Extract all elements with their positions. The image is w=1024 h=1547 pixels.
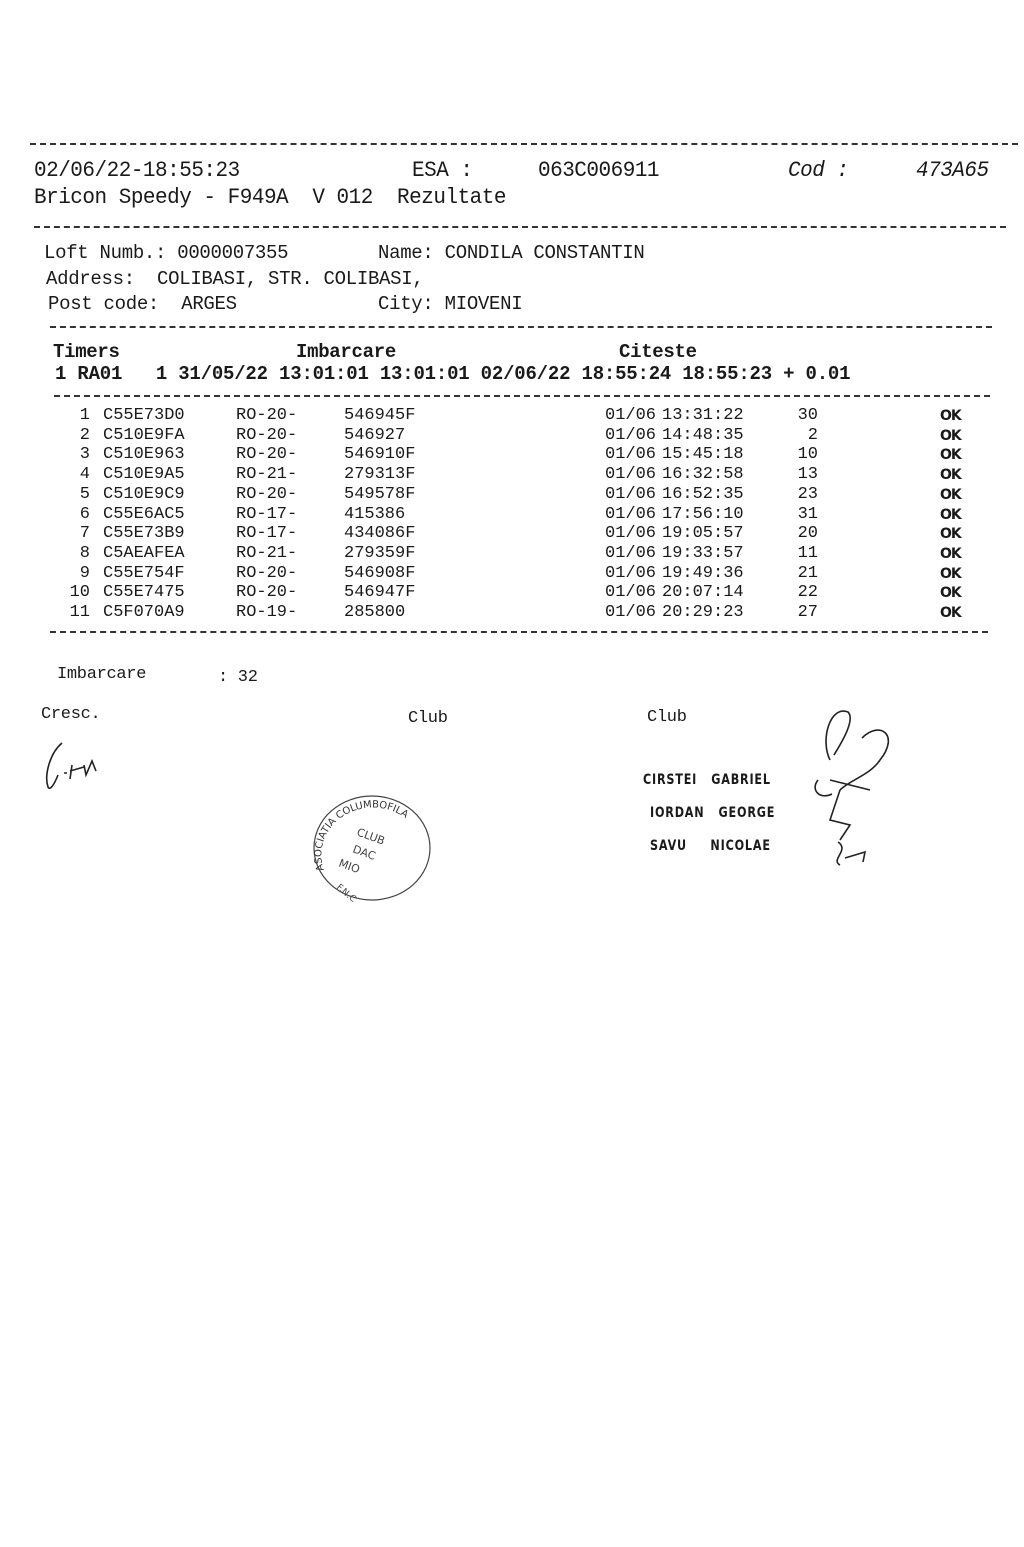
arrival-date: 01/06 — [605, 504, 657, 524]
arrival-time: 13:31:22 — [662, 406, 744, 425]
position: 22 — [797, 583, 818, 603]
arrival-date: 01/06 — [605, 425, 657, 445]
arrival-date: 01/06 — [605, 583, 657, 603]
imbarcare-count: : 32 — [218, 668, 258, 687]
club-label: Club — [408, 709, 448, 728]
arrival-time: 19:49:36 — [662, 563, 744, 583]
ring-number: 546927 — [344, 425, 406, 445]
owner-address: Address: COLIBASI, STR. COLIBASI, — [46, 268, 424, 290]
arrival-time: 19:05:57 — [662, 524, 744, 544]
arrival-date: 01/06 — [605, 406, 657, 425]
ring-prefix: RO-17- — [236, 504, 298, 524]
city: City: MIOVENI — [378, 293, 523, 315]
divider — [34, 226, 1006, 228]
row-number: 11 — [69, 603, 90, 622]
loft-number: Loft Numb.: 0000007355 — [44, 242, 289, 264]
status-ok: OK — [940, 486, 961, 503]
arrival-time: 14:48:35 — [662, 425, 744, 445]
position: 30 — [797, 406, 818, 425]
row-number: 1 — [79, 406, 90, 425]
chip-code: C510E9A5 — [103, 465, 185, 485]
breeder-signature — [40, 735, 130, 795]
ring-number: 546947F — [344, 583, 416, 603]
arrival-time: 20:29:23 — [662, 603, 744, 622]
timers-header: Timers — [53, 341, 120, 363]
position: 23 — [797, 484, 818, 504]
arrival-date: 01/06 — [605, 563, 657, 583]
imbarcare-label: Imbarcare — [57, 665, 147, 684]
row-number: 8 — [79, 543, 90, 563]
committee-member: SAVU NICOLAE — [650, 838, 771, 854]
status-ok: OK — [940, 545, 961, 562]
arrival-date: 01/06 — [605, 484, 657, 504]
row-number: 10 — [69, 583, 90, 603]
owner-name: Name: CONDILA CONSTANTIN — [378, 242, 645, 264]
arrival-time: 15:45:18 — [662, 445, 744, 465]
position: 11 — [797, 543, 818, 563]
arrival-date: 01/06 — [605, 445, 657, 465]
citeste-header: Citeste — [619, 341, 697, 363]
status-ok: OK — [940, 506, 961, 523]
club-label: Club — [647, 708, 687, 727]
arrival-date: 01/06 — [605, 465, 657, 485]
post-code: Post code: ARGES — [48, 293, 237, 315]
ring-number: 279359F — [344, 543, 416, 563]
club-stamp — [300, 790, 440, 910]
status-ok: OK — [940, 427, 961, 444]
ring-prefix: RO-19- — [236, 603, 298, 622]
chip-code: C55E754F — [103, 563, 185, 583]
cod-label: Cod : — [788, 159, 849, 184]
status-ok: OK — [940, 447, 961, 464]
ring-number: 279313F — [344, 465, 416, 485]
chip-code: C55E73D0 — [103, 406, 185, 425]
position: 2 — [807, 425, 818, 445]
row-number: 2 — [79, 425, 90, 445]
svg-text:ASOCIATIA COLUMBOFILA: ASOCIATIA COLUMBOFILA — [313, 799, 411, 873]
chip-code: C5AEAFEA — [103, 543, 185, 563]
position: 31 — [797, 504, 818, 524]
arrival-date: 01/06 — [605, 543, 657, 563]
chip-code: C510E963 — [103, 445, 185, 465]
ring-prefix: RO-20- — [236, 563, 298, 583]
row-number: 6 — [79, 504, 90, 524]
ring-number: 549578F — [344, 484, 416, 504]
report-subtitle: Bricon Speedy - F949A V 012 Rezultate — [34, 186, 506, 211]
svg-text:CLUB: CLUB — [354, 825, 387, 848]
status-ok: OK — [940, 605, 961, 621]
row-number: 7 — [79, 524, 90, 544]
cresc-label: Cresc. — [41, 705, 101, 724]
divider — [54, 395, 990, 397]
ring-number: 415386 — [344, 504, 406, 524]
status-ok: OK — [940, 408, 961, 424]
committee-signature — [800, 700, 910, 870]
chip-code: C55E73B9 — [103, 524, 185, 544]
ring-prefix: RO-20- — [236, 406, 298, 425]
arrival-time: 17:56:10 — [662, 504, 744, 524]
committee-member: CIRSTEI GABRIEL — [643, 772, 771, 788]
status-ok: OK — [940, 467, 961, 484]
chip-code: C510E9FA — [103, 425, 185, 445]
ring-number: 546945F — [344, 406, 416, 425]
esa-value: 063C006911 — [538, 159, 660, 184]
status-ok: OK — [940, 585, 961, 602]
svg-text:DAC: DAC — [350, 842, 378, 863]
divider — [50, 631, 988, 633]
ring-prefix: RO-17- — [236, 524, 298, 544]
chip-code: C55E6AC5 — [103, 504, 185, 524]
ring-number: 546908F — [344, 563, 416, 583]
row-number: 9 — [79, 563, 90, 583]
position: 27 — [797, 603, 818, 622]
ring-number: 546910F — [344, 445, 416, 465]
cod-value: 473A65 — [916, 159, 989, 184]
chip-code: C5F070A9 — [103, 603, 185, 622]
ring-prefix: RO-21- — [236, 465, 298, 485]
arrival-date: 01/06 — [605, 603, 657, 622]
position: 20 — [797, 524, 818, 544]
row-number: 5 — [79, 484, 90, 504]
chip-code: C55E7475 — [103, 583, 185, 603]
position: 10 — [797, 445, 818, 465]
arrival-time: 16:32:58 — [662, 465, 744, 485]
status-ok: OK — [940, 565, 961, 582]
arrival-time: 19:33:57 — [662, 543, 744, 563]
imbarcare-header: Imbarcare — [296, 341, 396, 363]
ring-prefix: RO-20- — [236, 484, 298, 504]
arrival-time: 16:52:35 — [662, 484, 744, 504]
ring-prefix: RO-20- — [236, 425, 298, 445]
ring-number: 434086F — [344, 524, 416, 544]
position: 13 — [797, 465, 818, 485]
svg-text:MIO: MIO — [336, 856, 362, 877]
arrival-time: 20:07:14 — [662, 583, 744, 603]
arrival-date: 01/06 — [605, 524, 657, 544]
print-datetime: 02/06/22-18:55:23 — [34, 159, 240, 184]
row-number: 4 — [79, 465, 90, 485]
ring-prefix: RO-21- — [236, 543, 298, 563]
chip-code: C510E9C9 — [103, 484, 185, 504]
timer-line: 1 RA01 1 31/05/22 13:01:01 13:01:01 02/06/22 18:55:24 18:55:23 + 0.01 — [55, 363, 851, 385]
esa-label: ESA : — [412, 159, 473, 184]
divider — [50, 326, 992, 328]
divider — [30, 143, 1018, 145]
position: 21 — [797, 563, 818, 583]
status-ok: OK — [940, 526, 961, 543]
committee-member: IORDAN GEORGE — [650, 805, 776, 821]
ring-prefix: RO-20- — [236, 445, 298, 465]
ring-number: 285800 — [344, 603, 406, 622]
ring-prefix: RO-20- — [236, 583, 298, 603]
row-number: 3 — [79, 445, 90, 465]
svg-text:F.N.C: F.N.C — [334, 882, 358, 905]
